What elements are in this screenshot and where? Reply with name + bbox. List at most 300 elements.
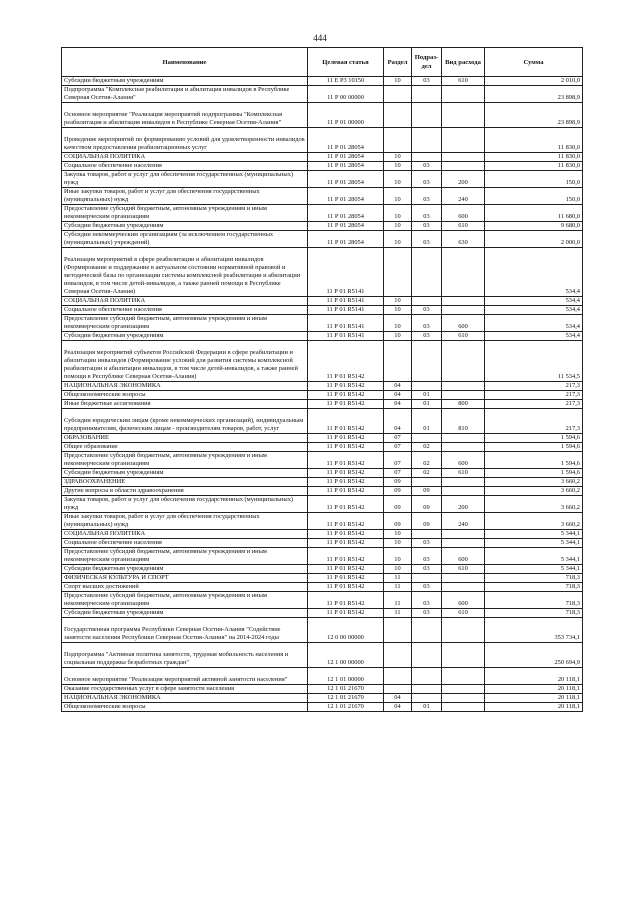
- row-sum-cell: 1 594,6: [485, 452, 583, 469]
- row-section-cell: 10: [384, 77, 412, 86]
- row-section-cell: 10: [384, 171, 412, 188]
- row-section-cell: 10: [384, 306, 412, 315]
- header-target-article: Целевая статья: [308, 48, 384, 77]
- row-subsection-cell: [412, 685, 442, 694]
- row-subsection-cell: 09: [412, 513, 442, 530]
- row-expense-type-cell: 610: [442, 332, 485, 341]
- row-code-cell: 11 Р 01 R5142: [308, 609, 384, 618]
- row-code-cell: 12 1 01 21670: [308, 685, 384, 694]
- row-expense-type-cell: 810: [442, 409, 485, 434]
- row-section-cell: [384, 618, 412, 643]
- row-subsection-cell: 09: [412, 487, 442, 496]
- row-section-cell: 10: [384, 297, 412, 306]
- row-sum-cell: 150,0: [485, 171, 583, 188]
- row-expense-type-cell: [442, 539, 485, 548]
- row-name-cell: Другие вопросы в области здравоохранения: [62, 487, 308, 496]
- row-expense-type-cell: [442, 434, 485, 443]
- row-sum-cell: 5 344,1: [485, 548, 583, 565]
- row-expense-type-cell: [442, 391, 485, 400]
- row-name-cell: Основное мероприятие "Реализация мероприятий подпрограммы "Комплексная реабилитация и абилитация инвалидов в Республике Северная Осетия-Алания": [62, 103, 308, 128]
- row-section-cell: 10: [384, 530, 412, 539]
- table-row: [62, 306, 583, 315]
- row-code-cell: 11 Р 01 R5141: [308, 248, 384, 297]
- row-name-cell: Общее образование: [62, 443, 308, 452]
- table-row: [62, 496, 583, 513]
- row-name-cell: Предоставление субсидий бюджетным, автономным учреждениям и иным некоммерческим организациям: [62, 205, 308, 222]
- row-section-cell: [384, 685, 412, 694]
- row-code-cell: 11 Р 01 R5142: [308, 487, 384, 496]
- row-code-cell: 12 0 00 00000: [308, 618, 384, 643]
- row-name-cell: Иные закупки товаров, работ и услуг для обеспечения государственных (муниципальных) нужд: [62, 188, 308, 205]
- row-sum-cell: 23 898,9: [485, 86, 583, 103]
- row-code-cell: 11 Р 00 00000: [308, 86, 384, 103]
- page-number: 444: [313, 33, 327, 43]
- table-row: [62, 162, 583, 171]
- row-code-cell: 11 Р 01 R5142: [308, 583, 384, 592]
- row-code-cell: 11 Р 01 28054: [308, 231, 384, 248]
- row-subsection-cell: 01: [412, 409, 442, 434]
- table-row: [62, 205, 583, 222]
- row-code-cell: 11 Р 01 28054: [308, 222, 384, 231]
- table-row: [62, 530, 583, 539]
- row-code-cell: 11 Р 01 R5142: [308, 452, 384, 469]
- row-code-cell: 11 Р 01 28054: [308, 162, 384, 171]
- row-code-cell: 11 Р 01 00000: [308, 103, 384, 128]
- row-subsection-cell: 03: [412, 188, 442, 205]
- row-code-cell: 11 Р 01 R5142: [308, 478, 384, 487]
- row-expense-type-cell: 800: [442, 400, 485, 409]
- row-section-cell: 09: [384, 513, 412, 530]
- table-row: [62, 400, 583, 409]
- table-row: [62, 469, 583, 478]
- table-row: [62, 231, 583, 248]
- table-row: [62, 574, 583, 583]
- header-section: Раздел: [384, 48, 412, 77]
- row-section-cell: 07: [384, 469, 412, 478]
- row-subsection-cell: 03: [412, 315, 442, 332]
- row-expense-type-cell: 600: [442, 592, 485, 609]
- row-section-cell: 07: [384, 443, 412, 452]
- table-row: [62, 487, 583, 496]
- row-code-cell: 11 Р 01 28054: [308, 128, 384, 153]
- row-sum-cell: 534,4: [485, 297, 583, 306]
- row-section-cell: 04: [384, 400, 412, 409]
- row-sum-cell: 1 594,6: [485, 434, 583, 443]
- row-subsection-cell: [412, 478, 442, 487]
- row-section-cell: 07: [384, 434, 412, 443]
- row-expense-type-cell: [442, 685, 485, 694]
- table-row: [62, 618, 583, 643]
- row-section-cell: 10: [384, 539, 412, 548]
- row-expense-type-cell: [442, 443, 485, 452]
- row-code-cell: 11 Р 01 R5142: [308, 513, 384, 530]
- row-name-cell: Государственная программа Республики Северная Осетия-Алания "Содействие занятости населения Республики Северная Осетия-Алания" на 2014-2024 годы: [62, 618, 308, 643]
- row-subsection-cell: 02: [412, 469, 442, 478]
- row-sum-cell: 1 594,6: [485, 469, 583, 478]
- table-row: [62, 452, 583, 469]
- row-expense-type-cell: [442, 297, 485, 306]
- row-expense-type-cell: [442, 162, 485, 171]
- table-row: [62, 609, 583, 618]
- row-sum-cell: 3 660,2: [485, 487, 583, 496]
- row-sum-cell: 5 344,1: [485, 565, 583, 574]
- row-name-cell: Закупка товаров, работ и услуг для обеспечения государственных (муниципальных) нужд: [62, 171, 308, 188]
- row-sum-cell: 2 010,0: [485, 77, 583, 86]
- row-name-cell: СОЦИАЛЬНАЯ ПОЛИТИКА: [62, 530, 308, 539]
- row-expense-type-cell: [442, 306, 485, 315]
- row-code-cell: 11 Р 01 R5142: [308, 592, 384, 609]
- row-code-cell: 11 Р 01 R5142: [308, 409, 384, 434]
- row-section-cell: 10: [384, 205, 412, 222]
- row-section-cell: [384, 128, 412, 153]
- row-section-cell: 10: [384, 162, 412, 171]
- row-name-cell: Предоставление субсидий бюджетным, автономным учреждениям и иным некоммерческим организациям: [62, 592, 308, 609]
- row-subsection-cell: 01: [412, 400, 442, 409]
- row-name-cell: Подпрограмма "Активная политика занятости, трудовая мобильность населения и социальная поддержка безработных граждан": [62, 643, 308, 668]
- table-body: [62, 77, 583, 712]
- row-expense-type-cell: [442, 128, 485, 153]
- row-section-cell: 09: [384, 487, 412, 496]
- row-code-cell: 11 Р 01 R5142: [308, 443, 384, 452]
- row-code-cell: 12 1 01 00000: [308, 668, 384, 685]
- table-row: [62, 583, 583, 592]
- row-sum-cell: 718,3: [485, 592, 583, 609]
- row-expense-type-cell: [442, 341, 485, 382]
- row-expense-type-cell: [442, 103, 485, 128]
- row-section-cell: 10: [384, 315, 412, 332]
- table-row: [62, 668, 583, 685]
- row-subsection-cell: [412, 341, 442, 382]
- row-section-cell: 11: [384, 609, 412, 618]
- row-subsection-cell: 01: [412, 703, 442, 712]
- row-code-cell: 11 Р 01 R5142: [308, 565, 384, 574]
- table-row: [62, 77, 583, 86]
- row-sum-cell: 5 344,1: [485, 530, 583, 539]
- row-code-cell: 11 Р 01 28054: [308, 171, 384, 188]
- table-row: [62, 548, 583, 565]
- row-subsection-cell: 09: [412, 496, 442, 513]
- table-row: [62, 592, 583, 609]
- table-row: [62, 297, 583, 306]
- row-name-cell: Основное мероприятие "Реализация мероприятий активной занятости населения": [62, 668, 308, 685]
- row-expense-type-cell: [442, 86, 485, 103]
- row-expense-type-cell: [442, 382, 485, 391]
- budget-table: [61, 47, 583, 712]
- row-name-cell: Социальное обеспечение населения: [62, 539, 308, 548]
- row-code-cell: 11 Р 01 R5142: [308, 574, 384, 583]
- row-code-cell: 11 Р 01 R5142: [308, 496, 384, 513]
- row-name-cell: Социальное обеспечение населения: [62, 162, 308, 171]
- row-subsection-cell: 01: [412, 391, 442, 400]
- row-sum-cell: 20 118,1: [485, 694, 583, 703]
- row-section-cell: 10: [384, 231, 412, 248]
- row-sum-cell: 150,0: [485, 188, 583, 205]
- row-subsection-cell: [412, 86, 442, 103]
- row-section-cell: 04: [384, 703, 412, 712]
- row-section-cell: 11: [384, 583, 412, 592]
- row-sum-cell: 3 660,2: [485, 496, 583, 513]
- row-section-cell: 04: [384, 382, 412, 391]
- row-code-cell: 11 Р 01 28054: [308, 188, 384, 205]
- row-subsection-cell: [412, 382, 442, 391]
- row-name-cell: Субсидии бюджетным учреждениям: [62, 469, 308, 478]
- table-row: [62, 703, 583, 712]
- row-section-cell: 09: [384, 496, 412, 513]
- row-subsection-cell: [412, 530, 442, 539]
- row-subsection-cell: 02: [412, 443, 442, 452]
- row-section-cell: [384, 643, 412, 668]
- row-name-cell: Оказание государственных услуг в сфере занятости населения: [62, 685, 308, 694]
- row-expense-type-cell: 610: [442, 222, 485, 231]
- header-subsection: Подраз-дел: [412, 48, 442, 77]
- row-subsection-cell: 03: [412, 171, 442, 188]
- row-name-cell: Предоставление субсидий бюджетным, автономным учреждениям и иным некоммерческим организациям: [62, 452, 308, 469]
- row-section-cell: 10: [384, 222, 412, 231]
- row-section-cell: 04: [384, 391, 412, 400]
- row-sum-cell: 9 680,0: [485, 222, 583, 231]
- row-sum-cell: 11 534,5: [485, 341, 583, 382]
- row-name-cell: Предоставление субсидий бюджетным, автономным учреждениям и иным некоммерческим организациям: [62, 315, 308, 332]
- table-row: [62, 103, 583, 128]
- row-sum-cell: 1 594,6: [485, 443, 583, 452]
- row-name-cell: Социальное обеспечение населения: [62, 306, 308, 315]
- table-row: [62, 478, 583, 487]
- row-subsection-cell: 03: [412, 565, 442, 574]
- header-expense-type: Вид расхода: [442, 48, 485, 77]
- row-subsection-cell: [412, 618, 442, 643]
- row-name-cell: Закупка товаров, работ и услуг для обеспечения государственных (муниципальных) нужд: [62, 496, 308, 513]
- row-code-cell: 11 Р 01 28054: [308, 153, 384, 162]
- table-row: [62, 434, 583, 443]
- row-sum-cell: 718,3: [485, 574, 583, 583]
- row-code-cell: 11 Р 01 R5141: [308, 332, 384, 341]
- row-subsection-cell: 03: [412, 592, 442, 609]
- row-name-cell: Предоставление субсидий бюджетным, автономным учреждениям и иным некоммерческим организациям: [62, 548, 308, 565]
- row-name-cell: Общеэкономические вопросы: [62, 703, 308, 712]
- row-section-cell: 11: [384, 592, 412, 609]
- row-name-cell: НАЦИОНАЛЬНАЯ ЭКОНОМИКА: [62, 694, 308, 703]
- row-code-cell: 11 Р 01 R5142: [308, 382, 384, 391]
- row-subsection-cell: 03: [412, 306, 442, 315]
- row-code-cell: 11 Р 01 R5142: [308, 539, 384, 548]
- row-expense-type-cell: 610: [442, 469, 485, 478]
- row-expense-type-cell: [442, 153, 485, 162]
- row-code-cell: 11 Р 01 R5142: [308, 469, 384, 478]
- row-code-cell: 11 Р 01 R5142: [308, 530, 384, 539]
- row-code-cell: 11 Р 01 28054: [308, 205, 384, 222]
- table-row: [62, 382, 583, 391]
- table-row: [62, 694, 583, 703]
- row-code-cell: 11 Р 01 R5141: [308, 306, 384, 315]
- row-expense-type-cell: 630: [442, 231, 485, 248]
- row-subsection-cell: [412, 153, 442, 162]
- row-expense-type-cell: [442, 643, 485, 668]
- row-expense-type-cell: [442, 668, 485, 685]
- row-section-cell: [384, 103, 412, 128]
- row-expense-type-cell: [442, 248, 485, 297]
- row-name-cell: Подпрограмма "Комплексная реабилитация и абилитация инвалидов в Республике Северная Осетия-Алания": [62, 86, 308, 103]
- row-sum-cell: 11 830,0: [485, 162, 583, 171]
- row-expense-type-cell: 600: [442, 205, 485, 222]
- row-code-cell: 12 1 01 21670: [308, 703, 384, 712]
- row-subsection-cell: 03: [412, 77, 442, 86]
- row-expense-type-cell: 600: [442, 548, 485, 565]
- row-subsection-cell: 03: [412, 205, 442, 222]
- row-name-cell: ЗДРАВООХРАНЕНИЕ: [62, 478, 308, 487]
- row-name-cell: СОЦИАЛЬНАЯ ПОЛИТИКА: [62, 297, 308, 306]
- row-sum-cell: 534,4: [485, 306, 583, 315]
- row-section-cell: 09: [384, 478, 412, 487]
- row-subsection-cell: [412, 103, 442, 128]
- row-subsection-cell: [412, 574, 442, 583]
- table-row: [62, 539, 583, 548]
- row-expense-type-cell: 240: [442, 188, 485, 205]
- row-expense-type-cell: [442, 618, 485, 643]
- row-code-cell: 12 1 00 00000: [308, 643, 384, 668]
- row-code-cell: 11 Р 01 R5142: [308, 548, 384, 565]
- row-name-cell: Субсидии юридическим лицам (кроме некоммерческих организаций), индивидуальным предпринимателям, физическим лицам - производителям товаров, работ, услуг: [62, 409, 308, 434]
- header-name: Наименование: [62, 48, 308, 77]
- row-subsection-cell: [412, 694, 442, 703]
- header-sum: Сумма: [485, 48, 583, 77]
- row-sum-cell: 217,3: [485, 409, 583, 434]
- table-row: [62, 332, 583, 341]
- row-expense-type-cell: [442, 703, 485, 712]
- row-expense-type-cell: [442, 583, 485, 592]
- row-expense-type-cell: [442, 478, 485, 487]
- row-section-cell: 10: [384, 188, 412, 205]
- row-sum-cell: 3 660,2: [485, 513, 583, 530]
- row-name-cell: ОБРАЗОВАНИЕ: [62, 434, 308, 443]
- table-row: [62, 222, 583, 231]
- table-row: [62, 513, 583, 530]
- row-section-cell: 10: [384, 565, 412, 574]
- table-row: [62, 685, 583, 694]
- row-name-cell: Общеэкономические вопросы: [62, 391, 308, 400]
- table-row: [62, 565, 583, 574]
- row-sum-cell: 11 680,0: [485, 205, 583, 222]
- row-subsection-cell: [412, 248, 442, 297]
- table-header-row: [62, 48, 583, 77]
- row-name-cell: СОЦИАЛЬНАЯ ПОЛИТИКА: [62, 153, 308, 162]
- row-name-cell: Спорт высших достижений: [62, 583, 308, 592]
- row-subsection-cell: 02: [412, 452, 442, 469]
- row-section-cell: [384, 86, 412, 103]
- row-expense-type-cell: 610: [442, 77, 485, 86]
- row-subsection-cell: 03: [412, 162, 442, 171]
- row-expense-type-cell: [442, 694, 485, 703]
- row-subsection-cell: 03: [412, 539, 442, 548]
- table-row: [62, 86, 583, 103]
- row-sum-cell: 534,4: [485, 248, 583, 297]
- row-section-cell: [384, 341, 412, 382]
- row-name-cell: Иные бюджетные ассигнования: [62, 400, 308, 409]
- row-section-cell: 11: [384, 574, 412, 583]
- table-row: [62, 341, 583, 382]
- table-row: [62, 153, 583, 162]
- row-section-cell: [384, 248, 412, 297]
- row-name-cell: Субсидии бюджетным учреждениям: [62, 565, 308, 574]
- table-row: [62, 128, 583, 153]
- row-section-cell: 10: [384, 548, 412, 565]
- row-section-cell: 10: [384, 153, 412, 162]
- table-row: [62, 248, 583, 297]
- table-row: [62, 643, 583, 668]
- row-subsection-cell: [412, 434, 442, 443]
- row-sum-cell: 217,3: [485, 382, 583, 391]
- row-name-cell: ФИЗИЧЕСКАЯ КУЛЬТУРА И СПОРТ: [62, 574, 308, 583]
- row-code-cell: 11 Р 01 R5142: [308, 434, 384, 443]
- row-name-cell: Субсидии бюджетным учреждениям: [62, 77, 308, 86]
- row-sum-cell: 534,4: [485, 332, 583, 341]
- row-sum-cell: 718,3: [485, 583, 583, 592]
- row-code-cell: 11 Е Р3 10150: [308, 77, 384, 86]
- row-expense-type-cell: [442, 574, 485, 583]
- row-sum-cell: 5 344,1: [485, 539, 583, 548]
- row-code-cell: 11 Р 01 R5142: [308, 341, 384, 382]
- row-sum-cell: 11 830,0: [485, 153, 583, 162]
- row-expense-type-cell: 200: [442, 171, 485, 188]
- row-section-cell: 04: [384, 694, 412, 703]
- row-name-cell: НАЦИОНАЛЬНАЯ ЭКОНОМИКА: [62, 382, 308, 391]
- row-sum-cell: 250 694,9: [485, 643, 583, 668]
- row-name-cell: Проведение мероприятий по формированию условий для удовлетворенности инвалидов качеством предоставления реабилитационных услуг: [62, 128, 308, 153]
- row-subsection-cell: 03: [412, 609, 442, 618]
- row-code-cell: 11 Р 01 R5141: [308, 315, 384, 332]
- row-sum-cell: 217,3: [485, 391, 583, 400]
- row-subsection-cell: [412, 297, 442, 306]
- row-expense-type-cell: 610: [442, 609, 485, 618]
- row-expense-type-cell: [442, 487, 485, 496]
- row-sum-cell: 2 000,0: [485, 231, 583, 248]
- row-subsection-cell: 03: [412, 332, 442, 341]
- row-section-cell: 10: [384, 332, 412, 341]
- row-expense-type-cell: 600: [442, 452, 485, 469]
- row-subsection-cell: 03: [412, 222, 442, 231]
- row-sum-cell: 3 660,2: [485, 478, 583, 487]
- row-name-cell: Реализация мероприятий в сфере реабилитации и абилитации инвалидов (Формирование и поддержание в актуальном состоянии нормативной правовой и методической базы по организации системы комплексной реабилитации и абилитации инвалидов, в том числе детей-инвалидов, а также ранней помощи в Республике Северная Осетия-Алания): [62, 248, 308, 297]
- row-name-cell: Субсидии бюджетным учреждениям: [62, 332, 308, 341]
- row-code-cell: 11 Р 01 R5142: [308, 391, 384, 400]
- row-subsection-cell: [412, 668, 442, 685]
- row-sum-cell: 20 118,1: [485, 685, 583, 694]
- row-sum-cell: 23 898,9: [485, 103, 583, 128]
- row-code-cell: 11 Р 01 R5141: [308, 297, 384, 306]
- row-subsection-cell: [412, 643, 442, 668]
- row-sum-cell: 353 734,1: [485, 618, 583, 643]
- table-row: [62, 409, 583, 434]
- row-expense-type-cell: 610: [442, 565, 485, 574]
- row-name-cell: Иные закупки товаров, работ и услуг для обеспечения государственных (муниципальных) нужд: [62, 513, 308, 530]
- table-row: [62, 171, 583, 188]
- row-sum-cell: 534,4: [485, 315, 583, 332]
- table-row: [62, 443, 583, 452]
- table-row: [62, 188, 583, 205]
- row-expense-type-cell: 600: [442, 315, 485, 332]
- row-sum-cell: 11 830,0: [485, 128, 583, 153]
- row-section-cell: 07: [384, 452, 412, 469]
- row-subsection-cell: 03: [412, 231, 442, 248]
- row-sum-cell: 20 118,1: [485, 703, 583, 712]
- row-name-cell: Реализация мероприятий субъектов Российской Федерации в сфере реабилитации и абилитации инвалидов (Формирование условий для развития системы комплексной реабилитации и абилитации инвалидов, в том числе детей-инвалидов, а также ранней помощи в Республике Северная Осетия-Алания): [62, 341, 308, 382]
- row-expense-type-cell: 200: [442, 496, 485, 513]
- row-sum-cell: 20 118,1: [485, 668, 583, 685]
- row-code-cell: 11 Р 01 R5142: [308, 400, 384, 409]
- row-section-cell: 04: [384, 409, 412, 434]
- row-sum-cell: 718,3: [485, 609, 583, 618]
- table-row: [62, 391, 583, 400]
- row-name-cell: Субсидии бюджетным учреждениям: [62, 609, 308, 618]
